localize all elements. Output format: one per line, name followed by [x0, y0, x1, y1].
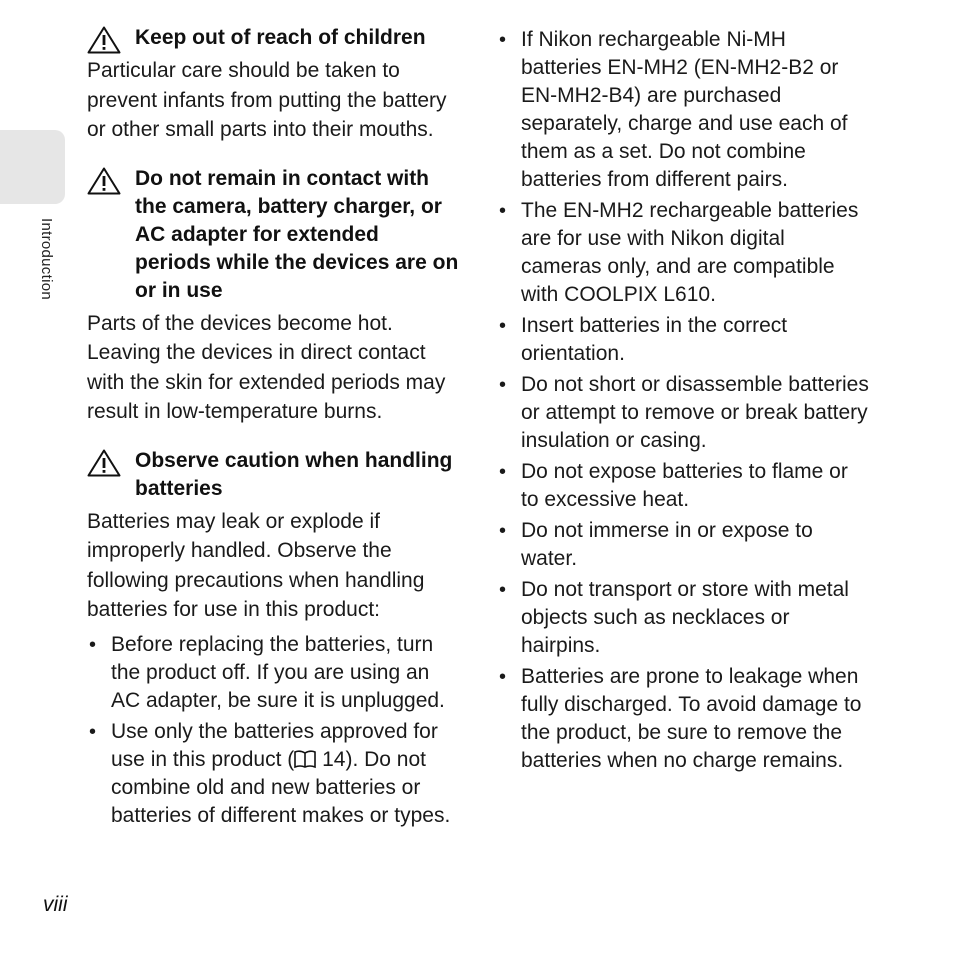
list-item: • Do not immerse in or expose to water.	[499, 519, 813, 570]
bullet-icon: •	[499, 315, 507, 337]
warning-heading	[87, 447, 459, 503]
list-item: • Before replacing the batteries, turn the product off. If you are using an AC adapter, be sure it is unplugged.	[89, 632, 445, 712]
right-column	[497, 26, 869, 778]
warning-heading	[87, 165, 459, 305]
bullet-icon: •	[89, 633, 97, 656]
list-item: • Use only the batteries approved for use in this product ( 14). Do not combine old and new batteries or batteries of different makes or types.	[89, 719, 451, 827]
warning-block-contact	[87, 165, 459, 427]
list-item: • Batteries are prone to leakage when fully discharged. To avoid damage to the product, be sure to remove the batteries when no charge remains.	[499, 665, 862, 772]
bullet-icon: •	[499, 520, 507, 542]
bullet-icon: •	[499, 200, 507, 222]
warning-icon	[87, 449, 121, 477]
warning-body: Batteries may leak or explode if improperly handled. Observe the following precautions when handling batteries for use in this product:	[87, 509, 425, 621]
page-number: viii	[43, 893, 68, 916]
warning-title: Do not remain in contact with the camera, battery charger, or AC adapter for extended periods while the devices are on or in use	[135, 166, 459, 302]
warning-block-batteries	[87, 447, 459, 830]
list-item: • Do not expose batteries to flame or to excessive heat.	[499, 460, 848, 511]
bullet-icon: •	[499, 461, 507, 483]
warning-icon	[87, 26, 121, 54]
warning-title: Observe caution when handling batteries	[135, 448, 453, 500]
warning-heading	[87, 24, 459, 52]
section-tab-label: Introduction	[38, 218, 55, 300]
warning-block-children	[87, 24, 459, 145]
warning-body: Parts of the devices become hot. Leaving the devices in direct contact with the skin for extended periods may result in low-temperature burns.	[87, 311, 446, 423]
list-item: • The EN-MH2 rechargeable batteries are for use with Nikon digital cameras only, and are compatible with COOLPIX L610.	[499, 199, 859, 306]
list-item: • If Nikon rechargeable Ni-MH batteries EN-MH2 (EN-MH2-B2 or EN-MH2-B4) are purchased separately, charge and use each of them as a set. Do not combine batteries from different pairs.	[499, 28, 848, 191]
precaution-list	[87, 631, 459, 830]
warning-title: Keep out of reach of children	[135, 26, 426, 49]
warning-icon	[87, 167, 121, 195]
precaution-list	[497, 26, 869, 775]
left-column	[87, 24, 459, 850]
bullet-icon: •	[499, 579, 507, 601]
list-item: • Insert batteries in the correct orientation.	[499, 314, 788, 365]
book-reference-icon	[294, 749, 316, 769]
page-reference[interactable]: 14	[316, 747, 346, 771]
section-tab	[0, 130, 65, 204]
bullet-icon: •	[499, 666, 507, 688]
list-item: • Do not transport or store with metal objects such as necklaces or hairpins.	[499, 578, 849, 657]
list-item: • Do not short or disassemble batteries or attempt to remove or break battery insulation or casing.	[499, 373, 869, 452]
bullet-icon: •	[499, 374, 507, 396]
bullet-icon: •	[499, 29, 507, 51]
bullet-icon: •	[89, 720, 97, 743]
warning-body: Particular care should be taken to prevent infants from putting the battery or other small parts into their mouths.	[87, 59, 447, 141]
